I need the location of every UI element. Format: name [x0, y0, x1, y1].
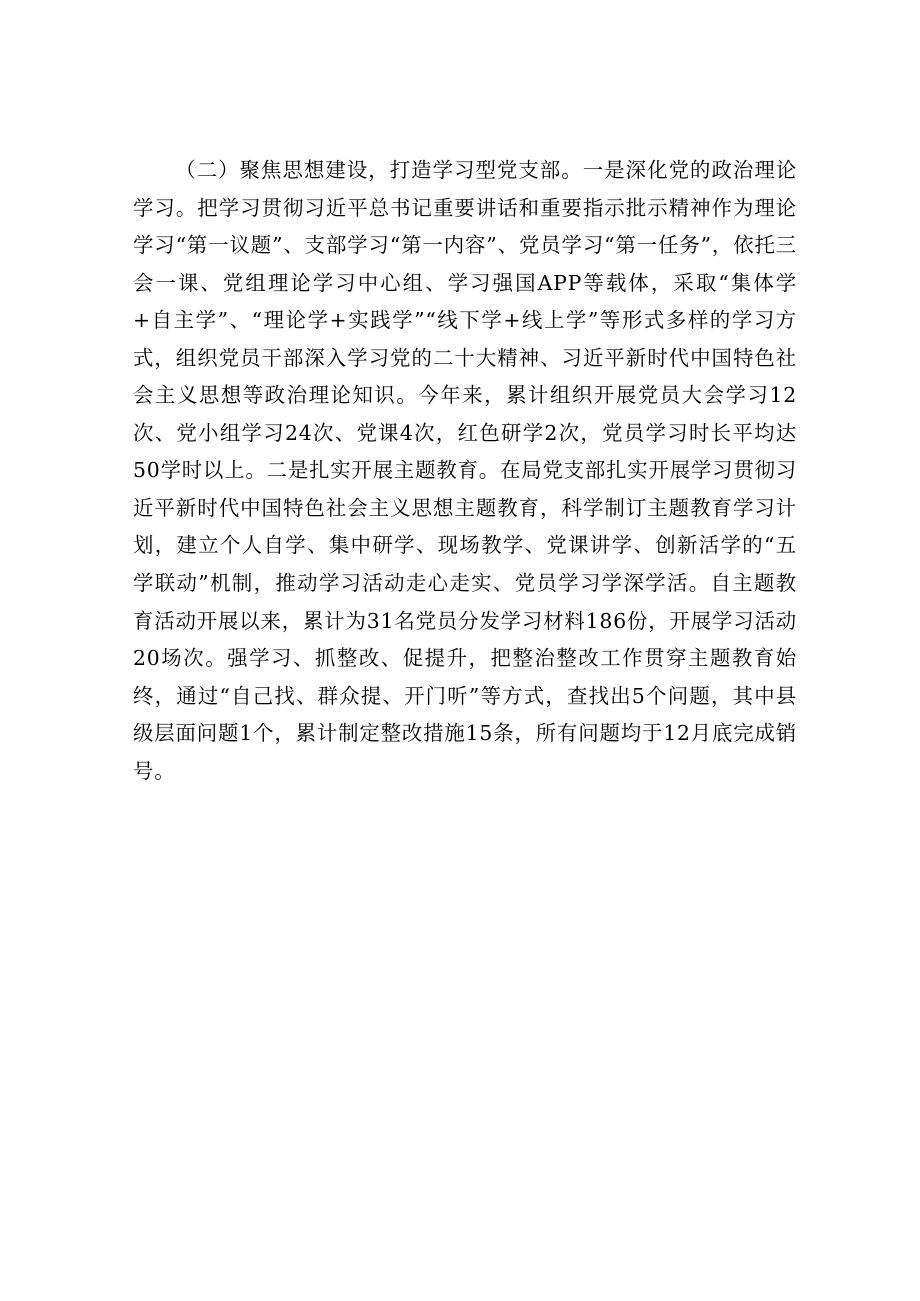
point2-body: 在局党支部扎实开展学习贯彻习近平新时代中国特色社会主义思想主题教育，科学制订主题教育学习计划，建立个人自学、集中研学、现场教学、党课讲学、创新活学的“五学联动”机制，推动学习活动走心走实、党员学习学深学活。自主题教育活动开展以来，累计为31名党员分发学习材料186份，开展学习活动20场次。强学习、抓整改、促提升，把整治整改工作贯穿主题教育始终，通过“自己找、群众提、开门听”等方式，查找出5个问题，其中县级层面问题1个，累计制定整改措施15条，所有问题均于12月底完成销号。	[133, 458, 797, 783]
point1-lead: 一是深化党的政治理论学习。	[133, 158, 798, 220]
point2-lead: 二是扎实开展主题教育。	[266, 458, 501, 483]
body-paragraph	[133, 152, 797, 790]
section-heading: （二）聚焦思想建设，打造学习型党支部。	[175, 158, 583, 182]
point1-body: 把学习贯彻习近平总书记重要讲话和重要指示批示精神作为理论学习“第一议题”、支部学习“第一内容”、党员学习“第一任务”，依托三会一课、党组理论学习中心组、学习强国APP等载体，采取“集体学+自主学”、“理论学+实践学”“线下学+线上学”等形式多样的学习方式，组织党员干部深入学习党的二十大精神、习近平新时代中国特色社会主义思想等政治理论知识。今年来，累计组织开展党员大会学习12次、党小组学习24次、党课4次，红色研学2次，党员学习时长平均达50学时以上。	[133, 195, 797, 483]
